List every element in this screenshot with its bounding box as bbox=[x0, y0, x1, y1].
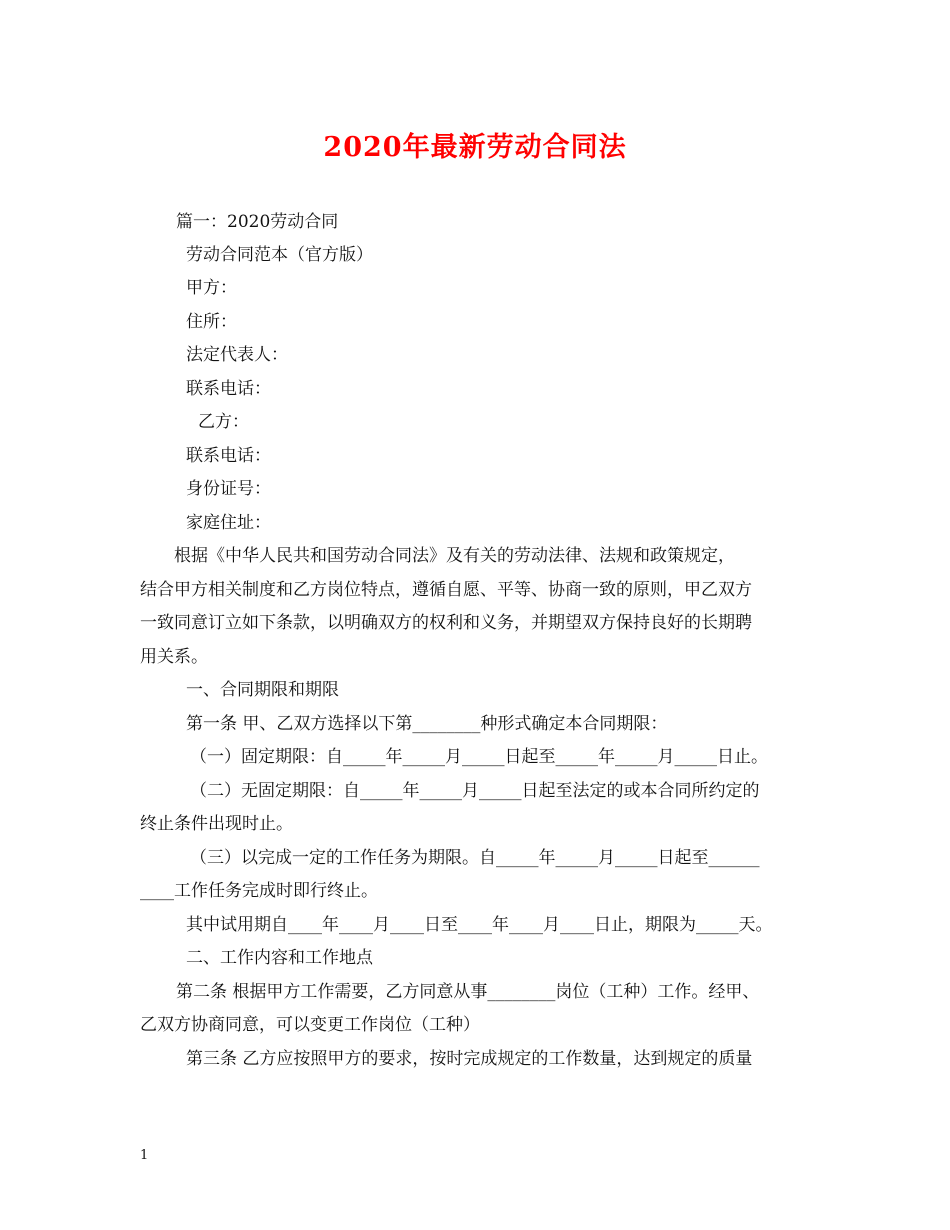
text-line: （二）无固定期限：自_____年_____月_____日起至法定的或本合同所约定的 bbox=[190, 781, 760, 801]
document-title: 2020年最新劳动合同法 bbox=[323, 132, 627, 163]
text-line: 第二条 根据甲方工作需要，乙方同意从事________岗位（工种）工作。经甲、 bbox=[176, 982, 760, 1002]
text-line: ____工作任务完成时即行终止。 bbox=[140, 881, 378, 901]
text-line: 乙双方协商同意，可以变更工作岗位（工种） bbox=[140, 1015, 480, 1035]
text-line: 二、工作内容和工作地点 bbox=[186, 948, 373, 968]
text-line: 根据《中华人民共和国劳动合同法》及有关的劳动法律、法规和政策规定， bbox=[174, 546, 735, 566]
text-line: 甲方： bbox=[186, 278, 237, 298]
text-line: 一致同意订立如下条款，以明确双方的权利和义务，并期望双方保持良好的长期聘 bbox=[140, 613, 752, 633]
text-line: 结合甲方相关制度和乙方岗位特点，遵循自愿、平等、协商一致的原则，甲乙双方 bbox=[140, 580, 752, 600]
text-line: 联系电话： bbox=[186, 446, 271, 466]
text-line: 法定代表人： bbox=[186, 345, 288, 365]
text-line: 联系电话： bbox=[186, 379, 271, 399]
text-line: 第三条 乙方应按照甲方的要求，按时完成规定的工作数量，达到规定的质量 bbox=[186, 1049, 753, 1069]
text-line: 劳动合同范本（官方版） bbox=[186, 245, 373, 265]
text-line: 身份证号： bbox=[186, 479, 271, 499]
text-line: 第一条 甲、乙双方选择以下第________种形式确定本合同期限： bbox=[186, 714, 668, 734]
text-line: 终止条件出现时止。 bbox=[140, 814, 293, 834]
page-number: 1 bbox=[140, 1148, 149, 1163]
text-line: 篇一：2020劳动合同 bbox=[176, 212, 339, 232]
text-line: 其中试用期自____年____月____日至____年____月____日止，期限为_____天。 bbox=[186, 915, 773, 935]
text-line: 用关系。 bbox=[140, 647, 208, 667]
text-line: 住所： bbox=[186, 312, 237, 332]
text-line: 一、合同期限和期限 bbox=[186, 680, 339, 700]
text-line: （三）以完成一定的工作任务为期限。自_____年_____月_____日起至______ bbox=[190, 848, 760, 868]
text-line: 乙方： bbox=[198, 412, 249, 432]
text-line: （一）固定期限：自_____年_____月_____日起至_____年_____月_____日止。 bbox=[190, 747, 768, 767]
text-line: 家庭住址： bbox=[186, 513, 271, 533]
